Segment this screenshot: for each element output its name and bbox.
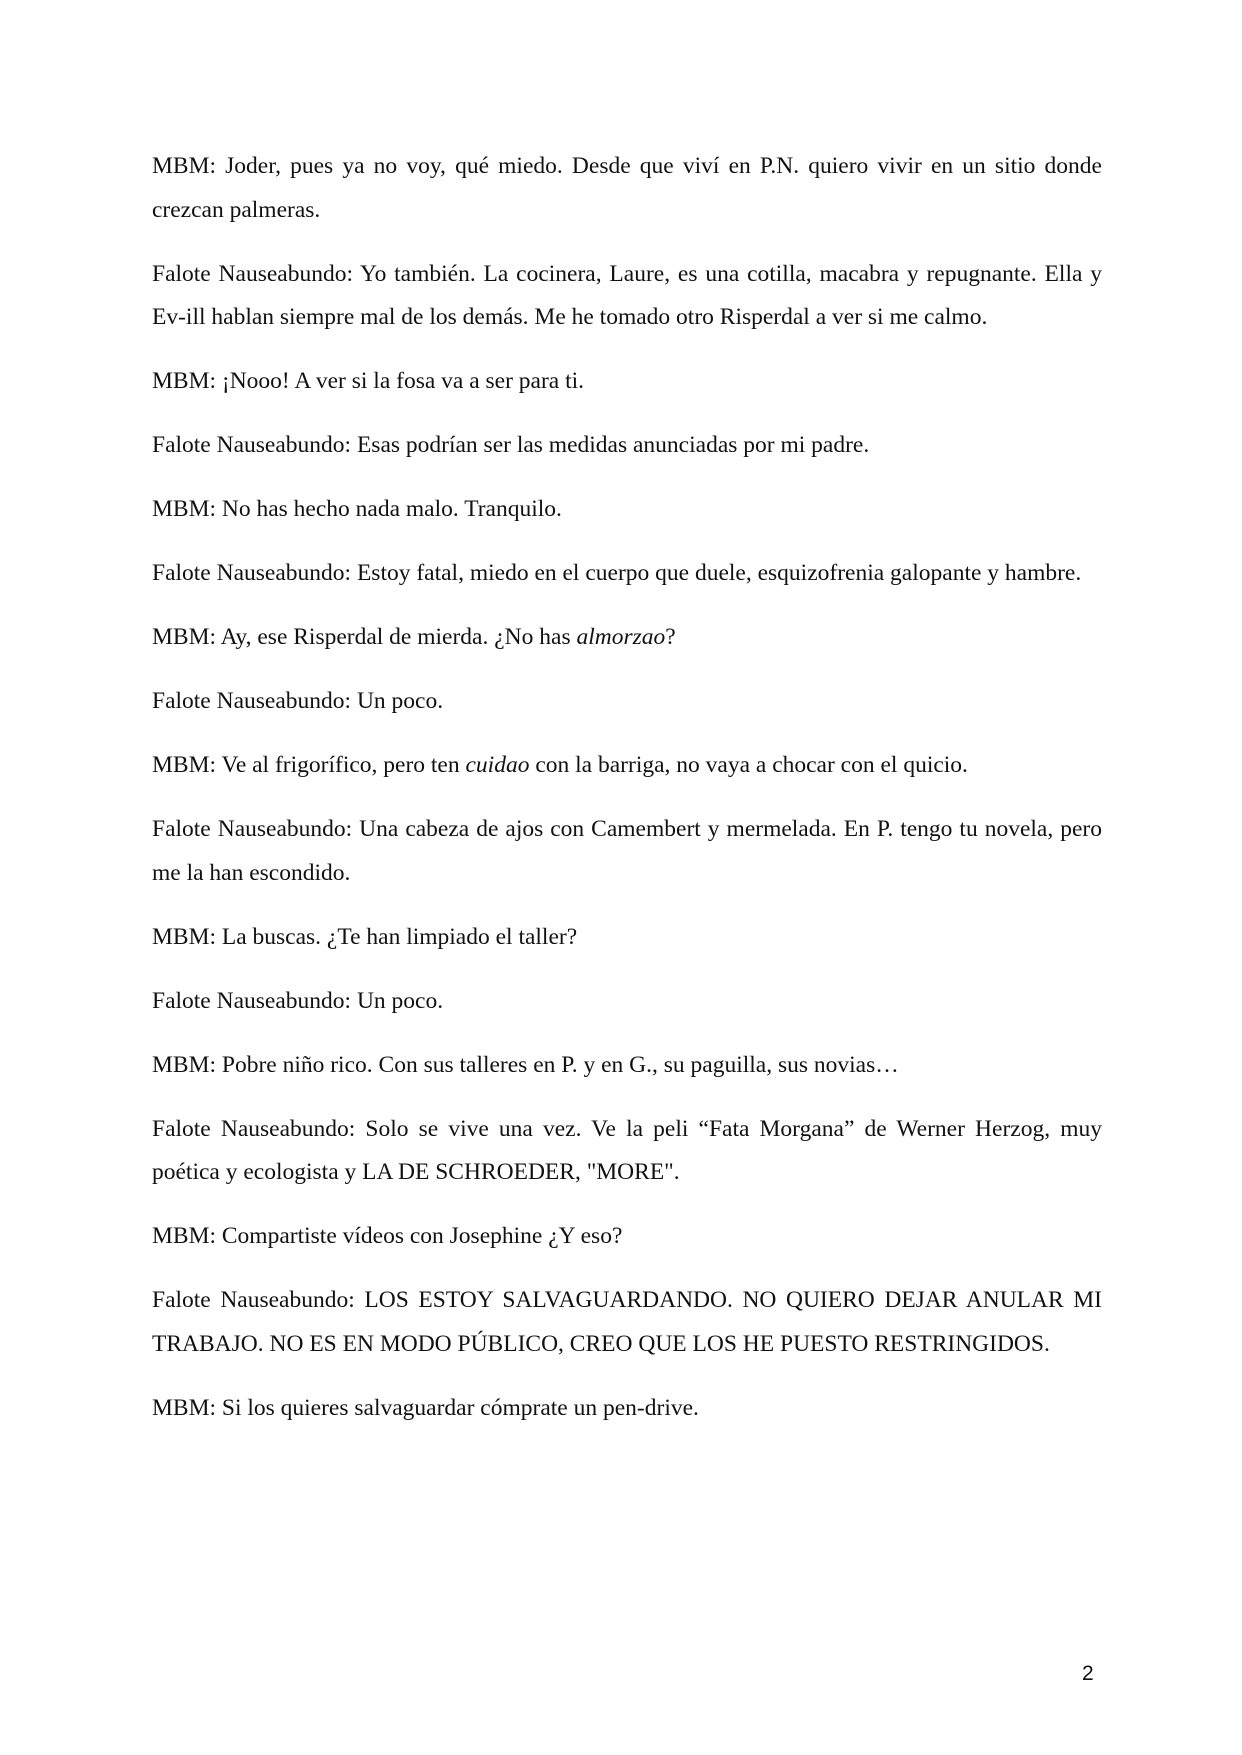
dialogue-text: No has hecho nada malo. Tranquilo.	[216, 496, 562, 522]
dialogue-paragraph	[152, 1215, 1102, 1259]
dialogue-paragraph	[152, 145, 1102, 232]
dialogue-text: Ve al frigorífico, pero ten	[216, 752, 466, 778]
dialogue-paragraph	[152, 360, 1102, 404]
italic-word: cuidao	[465, 752, 530, 778]
speaker-label: MBM:	[152, 1051, 216, 1078]
dialogue-paragraph	[152, 552, 1102, 596]
speaker-label: MBM:	[152, 496, 216, 522]
speaker-label: Falote Nauseabundo:	[152, 1115, 356, 1142]
dialogue-text: ¡Nooo! A ver si la fosa va a ser para ti.	[216, 368, 585, 394]
dialogue-paragraph	[152, 980, 1102, 1024]
speaker-label: Falote Nauseabundo:	[152, 1287, 355, 1313]
dialogue-paragraph	[152, 916, 1102, 960]
dialogue-text: Pobre niño rico. Con sus talleres en P. y en G., su paguilla, sus novias…	[216, 1051, 899, 1078]
speaker-label: Falote Nauseabundo:	[152, 560, 352, 586]
dialogue-text: Compartiste vídeos con Josephine ¿Y eso?	[216, 1223, 623, 1249]
speaker-label: MBM:	[152, 752, 216, 778]
speaker-label: MBM:	[152, 624, 216, 650]
dialogue-paragraph	[152, 253, 1102, 340]
speaker-label: Falote Nauseabundo:	[152, 432, 352, 458]
dialogue-body	[152, 145, 1102, 1451]
dialogue-text: con la barriga, no vaya a chocar con el quicio.	[529, 752, 968, 778]
dialogue-text: Solo se vive una vez. Ve la peli “Fata Morgana” de Werner Herzog, muy poética y ecologista y LA DE SCHROEDER, "MORE".	[152, 1115, 1102, 1185]
dialogue-text: Estoy fatal, miedo en el cuerpo que duele, esquizofrenia galopante y hambre.	[351, 560, 1082, 586]
dialogue-text: Un poco.	[351, 688, 444, 714]
dialogue-text: Esas podrían ser las medidas anunciadas por mi padre.	[351, 432, 870, 458]
dialogue-paragraph	[152, 1108, 1102, 1195]
dialogue-text: Ay, ese Risperdal de mierda. ¿No has	[216, 624, 577, 650]
speaker-label: MBM:	[152, 1394, 216, 1421]
dialogue-text: Joder, pues ya no voy, qué miedo. Desde que viví en P.N. quiero vivir en un sitio donde crezcan palmeras.	[152, 153, 1102, 223]
dialogue-paragraph	[152, 744, 1102, 788]
dialogue-text: Una cabeza de ajos con Camembert y mermelada. En P. tengo tu novela, pero me la han escondido.	[152, 816, 1102, 886]
dialogue-paragraph	[152, 1044, 1102, 1088]
speaker-label: Falote Nauseabundo:	[152, 987, 352, 1014]
dialogue-text: LOS ESTOY SALVAGUARDANDO. NO QUIERO DEJAR ANULAR MI TRABAJO. NO ES EN MODO PÚBLICO, CREO QUE LOS HE PUESTO RESTRINGIDOS.	[152, 1287, 1102, 1357]
speaker-label: Falote Nauseabundo:	[152, 260, 353, 287]
italic-word: almorzao	[576, 624, 666, 650]
dialogue-text: Un poco.	[351, 987, 444, 1014]
speaker-label: MBM:	[152, 153, 216, 179]
dialogue-paragraph	[152, 488, 1102, 532]
dialogue-text: ?	[665, 624, 676, 650]
speaker-label: Falote Nauseabundo:	[152, 816, 353, 842]
speaker-label: MBM:	[152, 923, 216, 950]
dialogue-paragraph	[152, 808, 1102, 895]
dialogue-paragraph	[152, 424, 1102, 468]
speaker-label: Falote Nauseabundo:	[152, 688, 352, 714]
dialogue-paragraph	[152, 616, 1102, 660]
dialogue-text: Si los quieres salvaguardar cómprate un pen-drive.	[216, 1394, 699, 1421]
speaker-label: MBM:	[152, 1223, 216, 1249]
dialogue-paragraph	[152, 680, 1102, 724]
speaker-label: MBM:	[152, 368, 216, 394]
dialogue-text: Yo también. La cocinera, Laure, es una cotilla, macabra y repugnante. Ella y Ev-ill hablan siempre mal de los demás. Me he tomado otro Risperdal a ver si me calmo.	[152, 260, 1102, 330]
dialogue-text: La buscas. ¿Te han limpiado el taller?	[216, 923, 578, 950]
dialogue-paragraph	[152, 1279, 1102, 1366]
dialogue-paragraph	[152, 1387, 1102, 1431]
page-number: 2	[1082, 1662, 1094, 1685]
